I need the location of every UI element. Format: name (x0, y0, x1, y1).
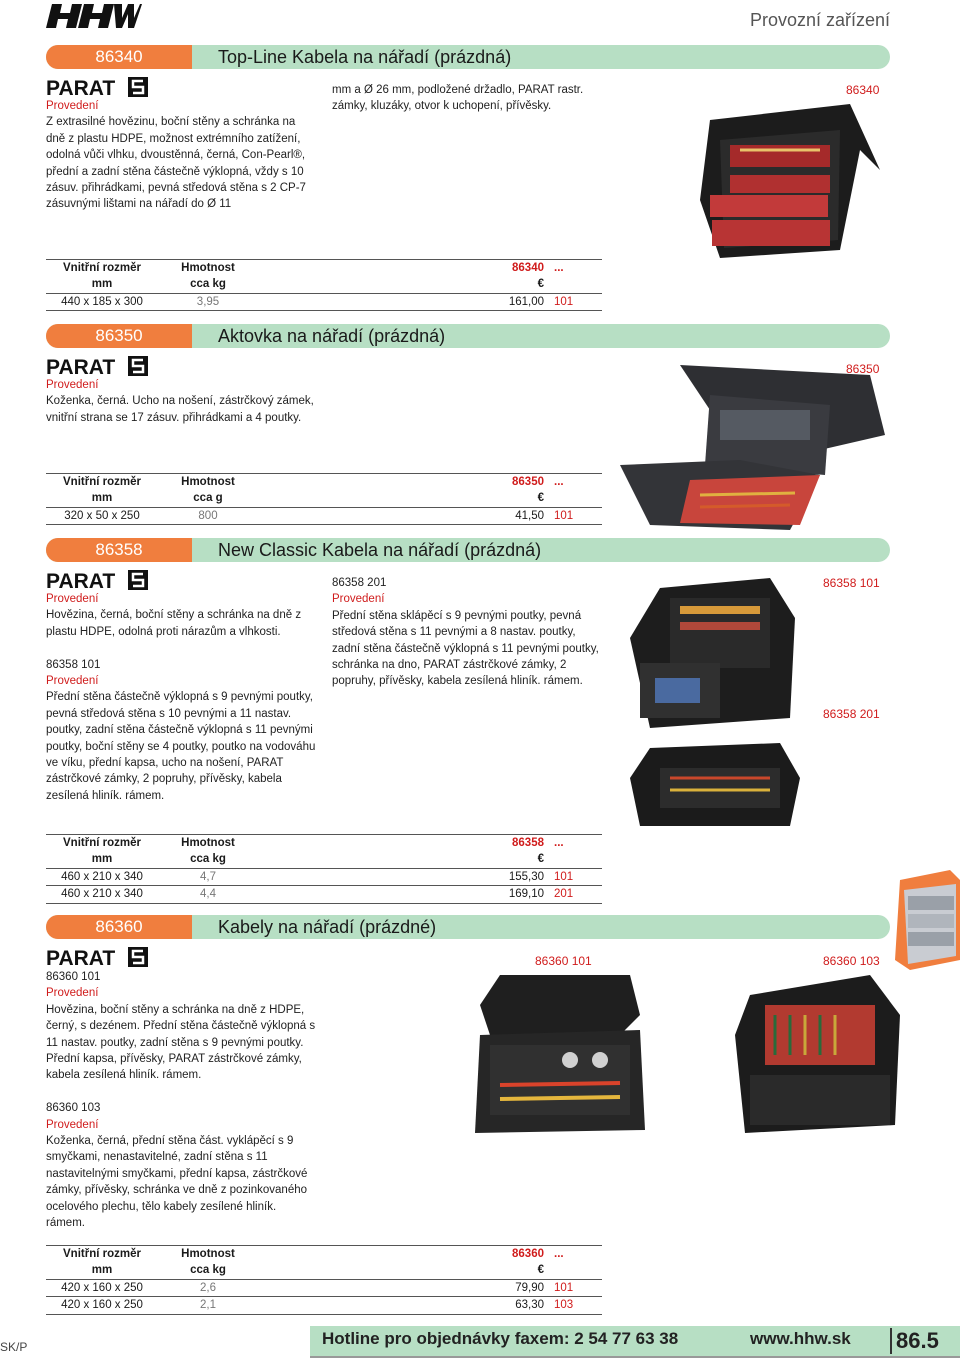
tool-bag-86350-image (620, 355, 890, 535)
image-label: 86350 (846, 362, 880, 376)
variant-description: Přední stěna částečně výklopná s 9 pevnými poutky, pevná středová stěna s 10 pevnými a 11 nastav. poutky, zadní stěna částečně výklopná s 11 pevnými poutky, boční stěny se 4 poutky, poutko na vodováhu ve víku, přední kapsa, ucho na nošení, PARAT zástrčkové zámky, 2 popruhy, přívěsky, kabela zesílená hliník. rámem. (46, 691, 316, 802)
provedeni-label: Provedení (46, 593, 99, 605)
spec-table-86340: Vnitřní rozměr Hmotnost 86340 ... mm cca kg € 440 x 185 x 300 3,95 161,00 101 (46, 259, 602, 311)
table-row: 320 x 50 x 250 800 41,50 101 (46, 508, 602, 525)
svg-text:PARAT: PARAT (46, 356, 116, 377)
product-description-cont: mm a Ø 26 mm, podložené držadlo, PARAT rastr. zámky, kluzáky, otvor k uchopení, přívěsky. (332, 84, 584, 113)
product-description: Z extrasilné hovězinu, boční stěny a schránka na dně z plastu HDPE, možnost extrémního zatížení, odolná vůči vlhku, dvoustěnná, černá, Con-Pearl®, přední a zadní stěna částečně výklopná, vždy s 10 zásuv. přihrádkami, pevná středová stěna s 2 CP-7 zásuvnými lištami na nářadí do Ø 11 (46, 116, 306, 211)
svg-text:PARAT: PARAT (46, 947, 116, 968)
provedeni-label: Provedení (46, 1118, 99, 1131)
footer-divider (310, 1356, 960, 1358)
parat-logo (46, 76, 150, 98)
footer-website[interactable]: www.hhw.sk (750, 1329, 851, 1348)
category-title: Provozní zařízení (749, 10, 890, 30)
section-header-86340 (46, 45, 890, 69)
section-code: 86360 (46, 915, 192, 939)
spec-table-86350: Vnitřní rozměr Hmotnost 86350 ... mm cca g € 320 x 50 x 250 800 41,50 101 (46, 473, 602, 525)
cabinet-icon (890, 870, 960, 970)
svg-text:PARAT: PARAT (46, 77, 116, 98)
product-description: Hovězina, černá, boční stěny a schránka na dně z plastu HDPE, odolná proti nárazům a vlhkosti. (46, 609, 302, 638)
parat-logo (46, 946, 150, 968)
variant-code: 86358 201 (332, 577, 387, 589)
provedeni-label: Provedení (332, 593, 385, 606)
section-title: Top-Line Kabela na nářadí (prázdná) (218, 47, 512, 67)
section-title: New Classic Kabela na nářadí (prázdná) (218, 540, 542, 560)
image-label: 86340 (846, 83, 880, 97)
variant-code: 86358 101 (46, 658, 101, 671)
spec-table-86358: Vnitřní rozměr Hmotnost 86358 ... mm cca kg € 460 x 210 x 340 4,7 155,30 101 460 x 210 x 340 4,4 169,10 201 (46, 834, 602, 904)
section-code: 86340 (46, 45, 192, 69)
footer-lang: SK/P (0, 1340, 28, 1354)
section-header-86360 (46, 915, 890, 939)
section-title: Aktovka na nářadí (prázdná) (218, 326, 446, 346)
variant-description: Přední stěna sklápěcí s 9 pevnými poutky, pevná středová stěna s 11 pevnými a 8 nastav. poutky, zadní stěna částečně výklopná s 11 pevnými poutky, schránka na dno, PARAT zástrčkové zámky, 2 popruhy, přívěsky, kabela zesílená hliník. rámem. (332, 609, 599, 688)
tool-case-86340-image (690, 100, 890, 260)
image-label: 86358 201 (823, 707, 880, 721)
image-label: 86360 101 (535, 954, 592, 968)
provedeni-label: Provedení (46, 987, 99, 1000)
table-row: 440 x 185 x 300 3,95 161,00 101 (46, 294, 602, 311)
image-label: 86358 101 (823, 576, 880, 590)
section-code: 86350 (46, 324, 192, 348)
section-code: 86358 (46, 538, 192, 562)
image-label: 86360 103 (823, 954, 880, 968)
tool-case-86358-image (620, 578, 810, 828)
table-row: 460 x 210 x 340 4,7 155,30 101 (46, 869, 602, 886)
provedeni-label: Provedení (46, 675, 99, 688)
parat-logo (46, 569, 150, 591)
variant-code: 86360 103 (46, 1102, 101, 1115)
variant-code: 86360 101 (46, 971, 101, 983)
hhw-logo (46, 2, 142, 30)
variant-description: Koženka, černá, přední stěna část. vyklápěcí s 9 smyčkami, nenastavitelné, zadní stěna s 11 nastavitelnými smyčkami, přední kapsa, zástrčkové zámky, přívěsky, schránka ve dně z pozinkovaného ocelového plechu, tělo kabely zesílené hliník. rámem. (46, 1135, 308, 1230)
section-title: Kabely na nářadí (prázdné) (218, 917, 437, 937)
tool-case-86360-103-image (730, 975, 910, 1135)
spec-table-86360: Vnitřní rozměr Hmotnost 86360 ... mm cca kg € 420 x 160 x 250 2,6 79,90 101 420 x 160 x 250 2,1 63,30 103 (46, 1245, 602, 1315)
page-number: 86.5 (896, 1328, 939, 1353)
product-description: Koženka, černá. Ucho na nošení, zástrčkový zámek, vnitřní strana se 17 zásuv. přihrádkami a 4 poutky. (46, 395, 314, 424)
provedeni-label: Provedení (46, 100, 99, 112)
footer-hotline: Hotline pro objednávky faxem: 2 54 77 63 38 (322, 1329, 679, 1348)
footer-separator (890, 1328, 892, 1354)
table-row: 460 x 210 x 340 4,4 169,10 201 (46, 886, 602, 903)
table-row: 420 x 160 x 250 2,1 63,30 103 (46, 1297, 602, 1314)
table-row: 420 x 160 x 250 2,6 79,90 101 (46, 1280, 602, 1297)
svg-text:PARAT: PARAT (46, 570, 116, 591)
section-header-86350 (46, 324, 890, 348)
tool-case-86360-101-image (470, 975, 650, 1135)
variant-description: Hovězina, boční stěny a schránka na dně z HDPE, černý, s dezénem. Přední stěna částečně výklopná s 11 nastav. poutky, zadní stěna s 9 pevnými poutky. Přední kapsa, přívěsky, PARAT zástrčkové zámky, kabela zesílená hliník. rámem. (46, 1003, 316, 1082)
section-header-86358 (46, 538, 890, 562)
parat-logo (46, 355, 150, 377)
provedeni-label: Provedení (46, 379, 99, 391)
